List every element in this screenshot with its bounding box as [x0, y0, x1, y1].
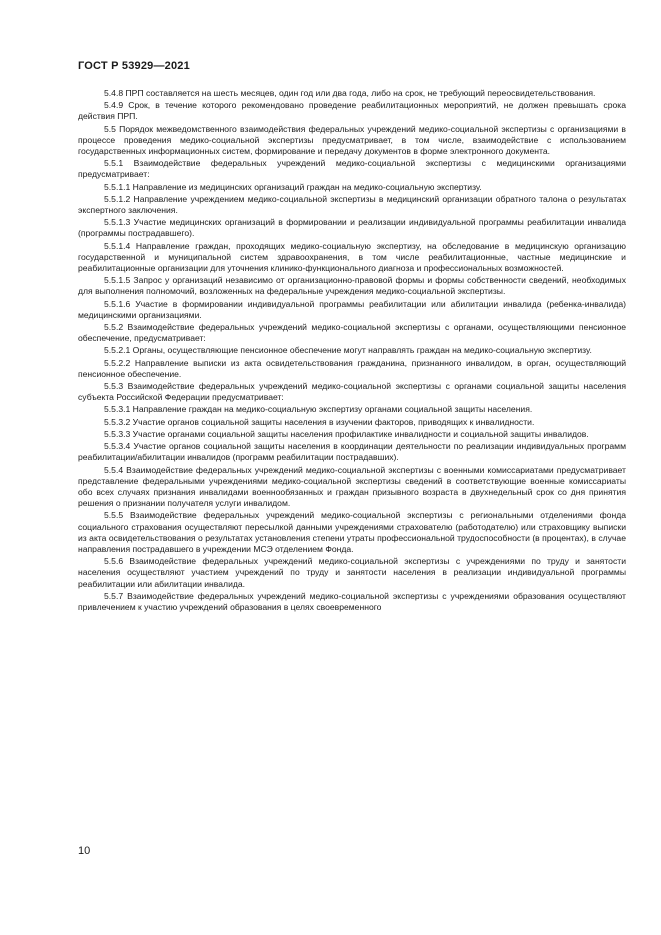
paragraph: 5.5.3.1 Направление граждан на медико-социальную экспертизу органами социальной защиты населения. [104, 404, 533, 415]
paragraph: 5.5.3.3 Участие органами социальной защиты населения профилактике инвалидности и социальной защиты инвалидов. [104, 428, 589, 439]
paragraph: 5.5.1 Взаимодействие федеральных учреждений медико-социальной экспертизы с медицинскими организациями предусматривает: [78, 158, 626, 180]
paragraph: 5.5.1.4 Направление граждан, проходящих медико-социальную экспертизу, на обследование в медицинскую организацию государственной и муниципальной систем здравоохранения, в том числе реабилитационные, частные медицинские и реабилитационные организации для уточнения клинико-функционального диагноза и профессиональных возможностей. [78, 240, 626, 274]
paragraph: 5.5.3.4 Участие органов социальной защиты населения в координации деятельности по реализации индивидуальных программ реабилитации/абилитации инвалидов (программ реабилитации пострадавших). [78, 441, 626, 463]
paragraph: 5.5 Порядок межведомственного взаимодействия федеральных учреждений медико-социальной экспертизы с организациями в процессе проведения медико-социальной экспертизы предусматривает, в том числе, взаимодействие с использованием государственных информационных систем, формирование и передачу документов в форме электронного документа. [78, 123, 626, 157]
paragraph: 5.5.1.1 Направление из медицинских организаций граждан на медико-социальную экспертизу. [104, 181, 482, 192]
paragraph: 5.5.2.2 Направление выписки из акта освидетельствования гражданина, признанного инвалидом, в орган, осуществляющий пенсионное обеспечение. [78, 357, 626, 379]
paragraph: 5.5.3.2 Участие органов социальной защиты населения в изучении факторов, приводящих к инвалидности. [104, 416, 535, 427]
paragraph: 5.5.4 Взаимодействие федеральных учреждений медико-социальной экспертизы с военными комиссариатами предусматривает представление федеральными учреждениями медико-социальной экспертизы сведений в соответствующие военные комиссариаты обо всех случаях признания инвалидами военнообязанных и граждан призывного возраста в двухнедельный срок со дня принятия решения о признании получателя услуги инвалидом. [78, 464, 626, 509]
paragraph: 5.5.2.1 Органы, осуществляющие пенсионное обеспечение могут направлять граждан на медико-социальную экспертизу. [104, 345, 592, 356]
paragraph: 5.5.5 Взаимодействие федеральных учреждений медико-социальной экспертизы с региональными отделениями фонда социального страхования осуществляют пересылкой данными учреждениями страхователю (работодателю) или страховщику выписки из акта освидетельствования о результатах установления степени утраты профессиональной трудоспособности (в процентах), в случае направления пострадавшего в учреждении МСЭ отделением Фонда. [78, 510, 626, 554]
paragraph: 5.5.1.3 Участие медицинских организаций в формировании и реализации индивидуальной программы реабилитации инвалида (программы пострадавшего). [78, 217, 626, 239]
paragraph: 5.4.8 ПРП составляется на шесть месяцев, один год или два года, либо на срок, не требующий переосвидетельствования. [104, 88, 596, 98]
paragraph: 5.5.1.5 Запрос у организаций независимо от организационно-правовой формы и формы собственности сведений, необходимых для выполнения полномочий, возложенных на федеральные учреждения медико-социальной экспертизы. [78, 275, 626, 297]
paragraph: 5.4.9 Срок, в течение которого рекомендовано проведение реабилитационных мероприятий, не должен превышать срока действия ПРП. [78, 100, 626, 122]
document-body [78, 88, 626, 614]
document-header: ГОСТ Р 53929—2021 [78, 60, 190, 72]
paragraph: 5.5.2 Взаимодействие федеральных учреждений медико-социальной экспертизы с органами, осуществляющими пенсионное обеспечение, предусматривает: [78, 322, 626, 344]
paragraph: 5.5.1.6 Участие в формировании индивидуальной программы реабилитации или абилитации инвалида (ребенка-инвалида) медицинскими организациями. [78, 298, 626, 320]
paragraph: 5.5.1.2 Направление учреждением медико-социальной экспертизы в медицинский организации обратного талона о результатах экспертного заключения. [78, 193, 626, 216]
page-number: 10 [78, 845, 91, 857]
paragraph: 5.5.6 Взаимодействие федеральных учреждений медико-социальной экспертизы с учреждениями по труду и занятости населения осуществляют участием учреждений по труду и занятости населения в реализации индивидуальной программы реабилитации или абилитации инвалида. [78, 556, 626, 589]
paragraph: 5.5.3 Взаимодействие федеральных учреждений медико-социальной экспертизы с органами социальной защиты населения субъекта Российской Федерации предусматривает: [78, 381, 626, 403]
paragraph: 5.5.7 Взаимодействие федеральных учреждений медико-социальной экспертизы с учреждениями образования осуществляют привлечением к участию учреждений образования в целях своевременного [78, 590, 626, 612]
